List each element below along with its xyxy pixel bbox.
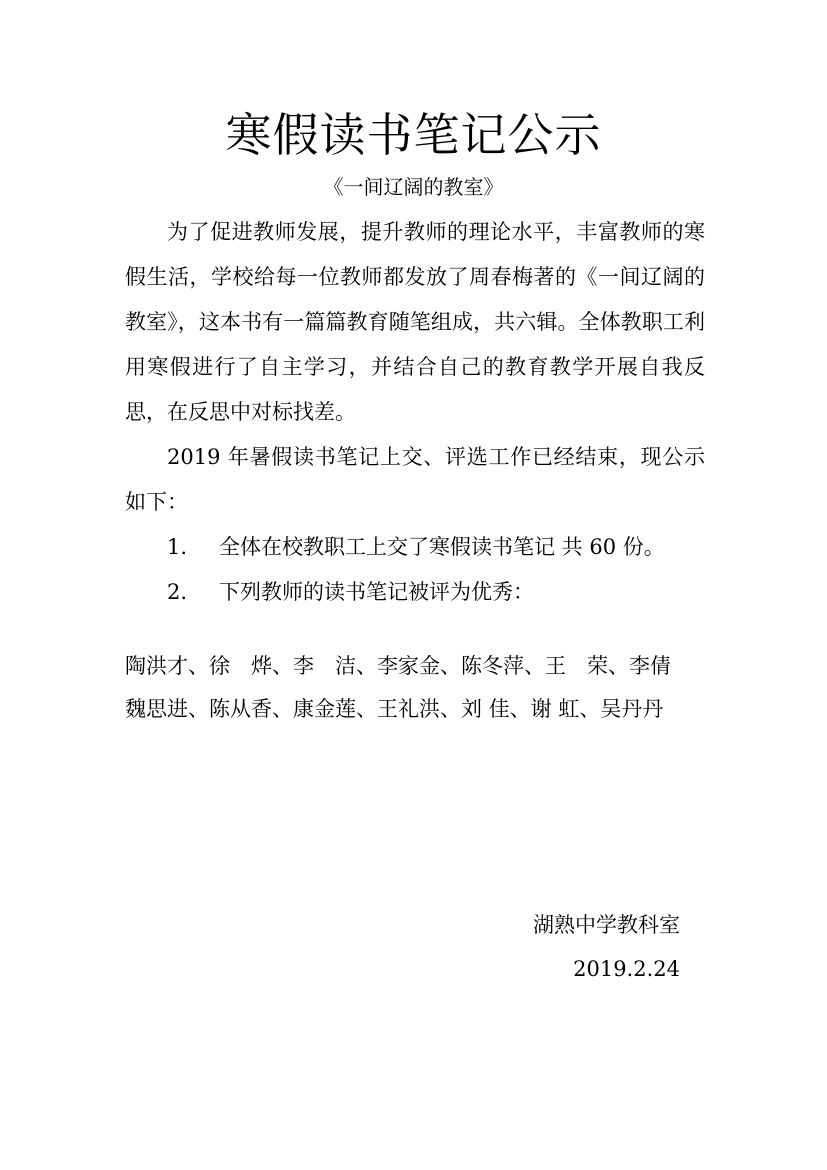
list-number: 2. [167,580,188,604]
names-line: 陶洪才、徐 烨、李 洁、李家金、陈冬萍、王 荣、李倩 [125,654,671,678]
list-text: 下列教师的读书笔记被评为优秀： [219,580,534,604]
list-item [125,570,705,615]
signature-date: 2019.2.24 [573,957,680,981]
list-number: 1. [167,535,188,559]
names-line: 魏思进、陈从香、康金莲、王礼洪、刘 佳、谢 虹、吴丹丹 [125,697,664,721]
document-body [125,210,705,615]
signature-block [500,903,680,991]
intro-paragraph: 为了促进教师发展，提升教师的理论水平，丰富教师的寒假生活，学校给每一位教师都发放了周春梅著的《一间辽阔的教室》，这本书有一篇篇教育随笔组成，共六辑。全体教职工利用寒假进行了自主学习，并结合自己的教育教学开展自我反思，在反思中对标找差。 [125,220,705,424]
excellent-teachers-list [125,645,705,731]
signature-org: 湖熟中学教科室 [533,913,680,937]
document-title: 寒假读书笔记公示 [225,108,602,162]
book-title: 《一间辽阔的教室》 [323,175,504,199]
announcement-paragraph: 2019 年暑假读书笔记上交、评选工作已经结束，现公示如下： [125,445,705,514]
list-item [125,525,705,570]
list-text: 全体在校教职工上交了寒假读书笔记 共 60 份。 [219,535,665,559]
